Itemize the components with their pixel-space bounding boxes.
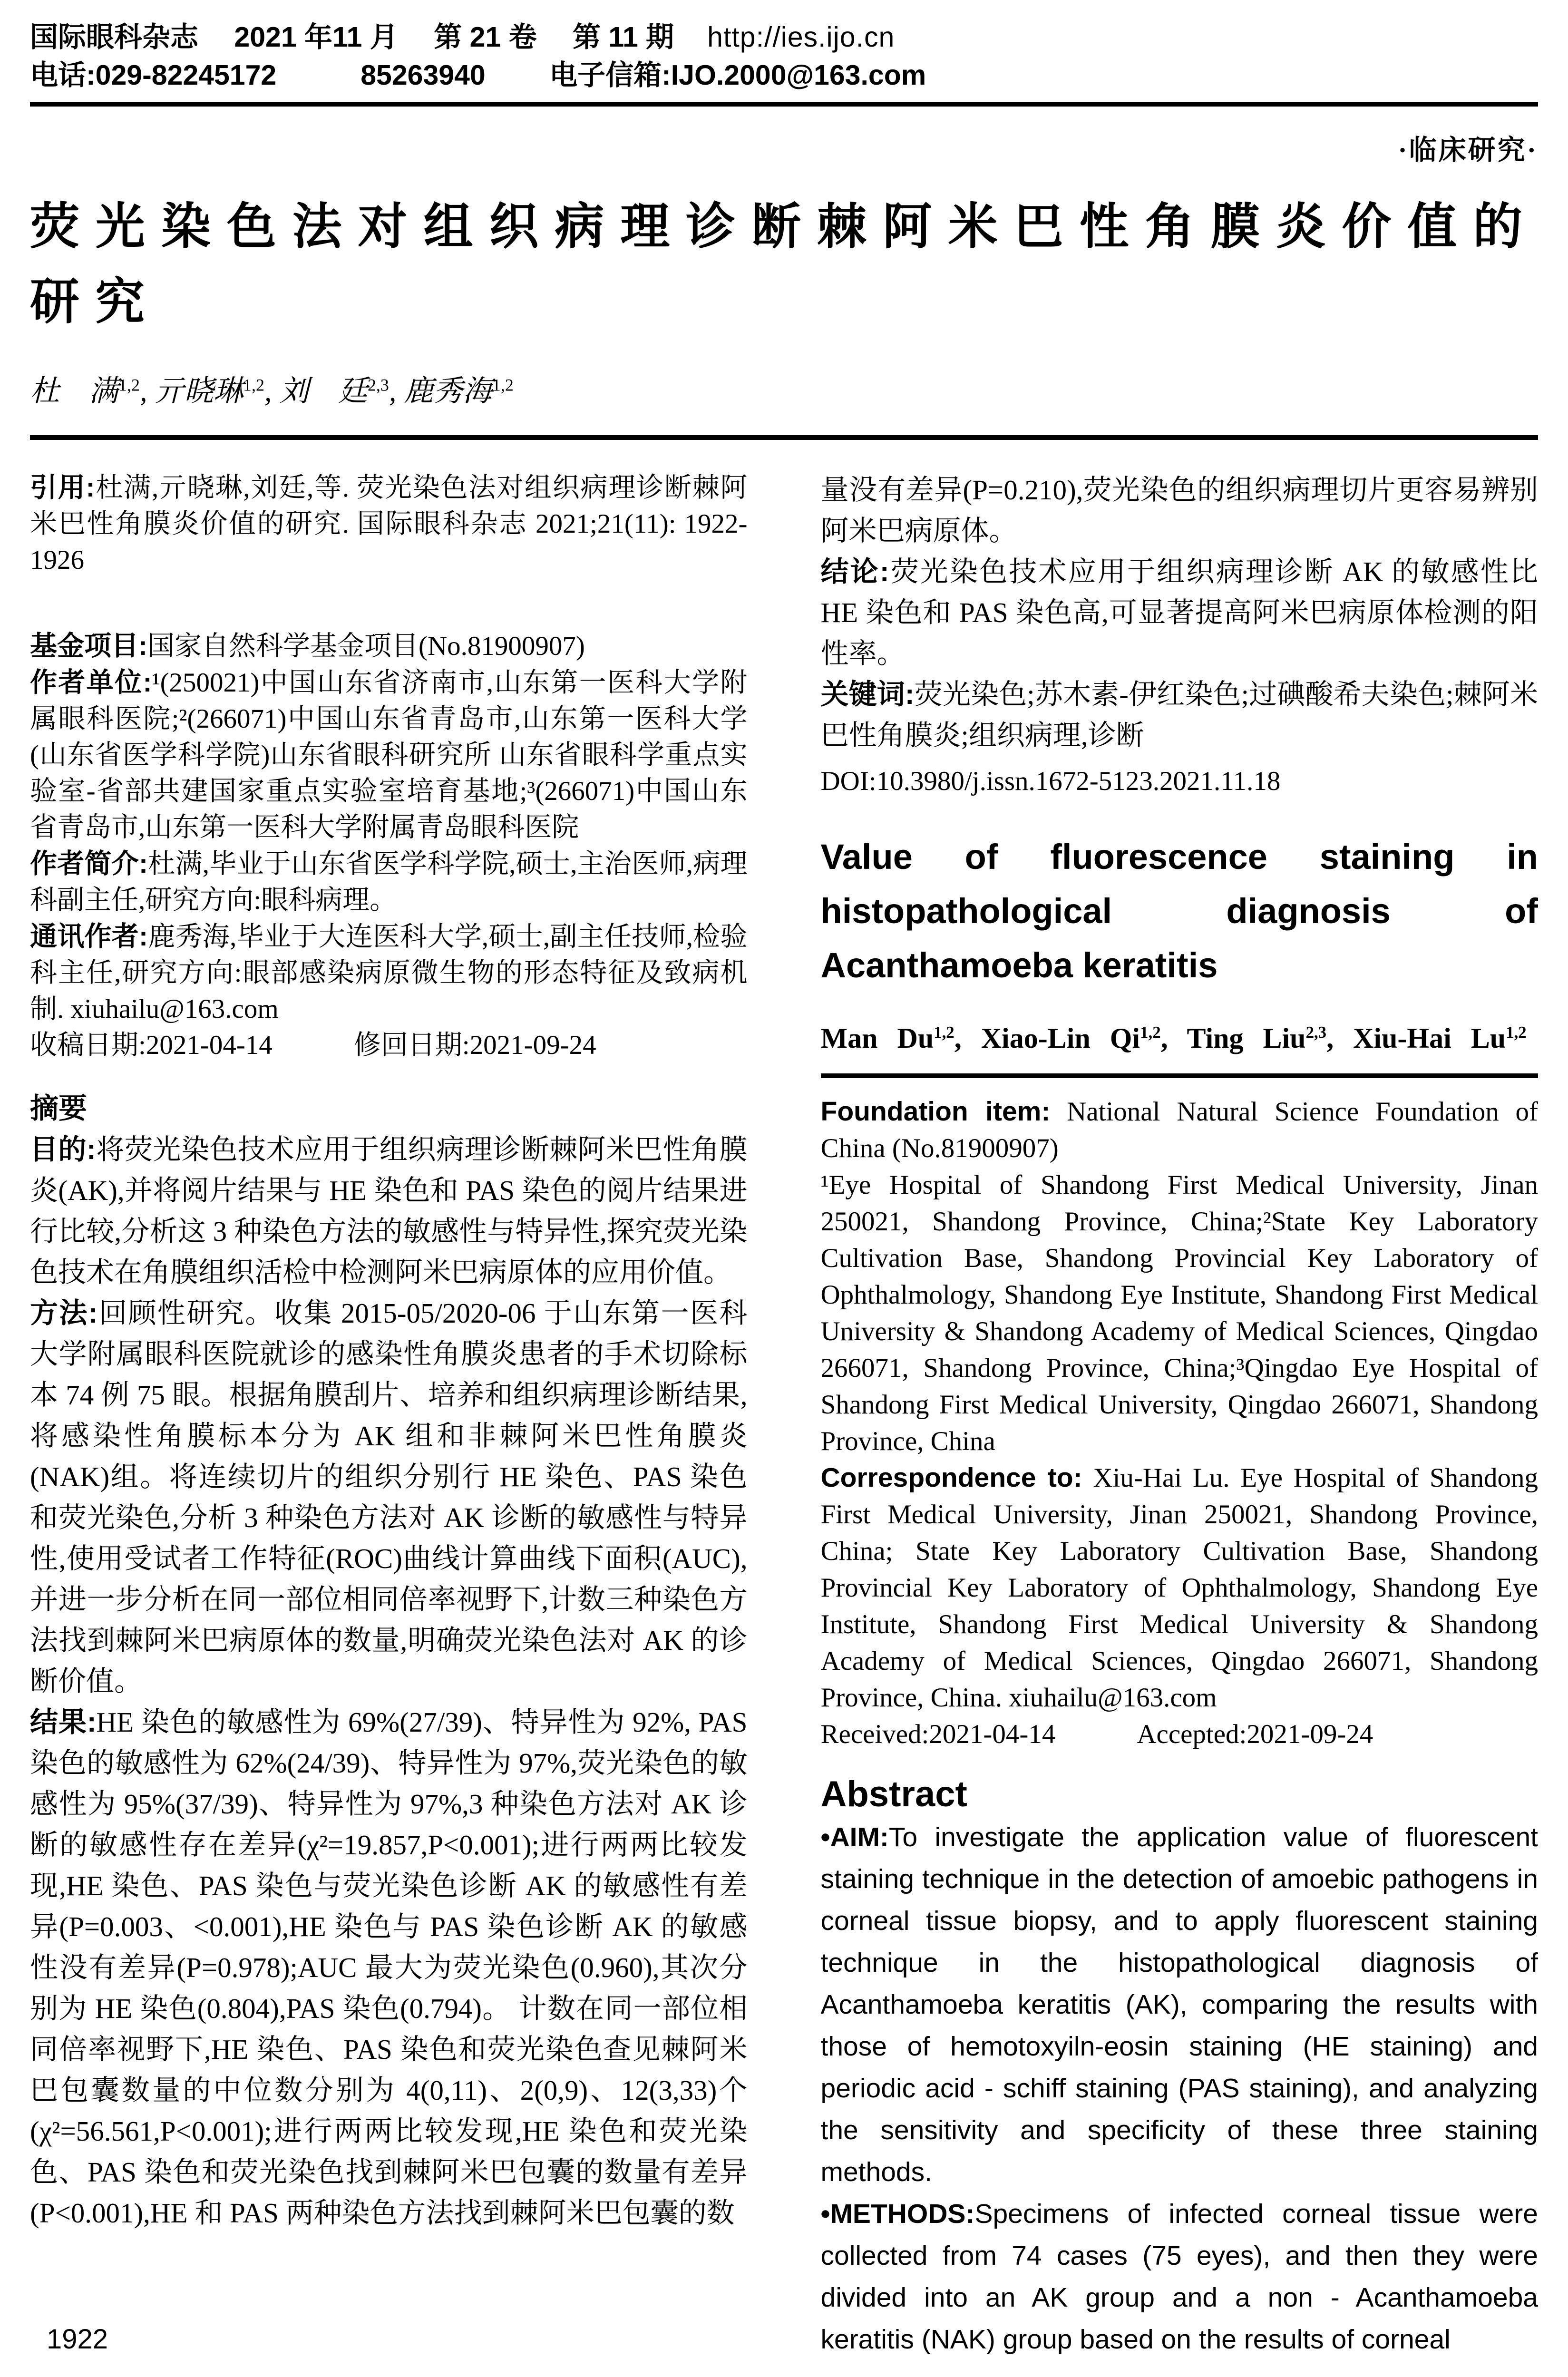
dates-line-zh: 收稿日期:2021-04-14 修回日期:2021-09-24	[30, 1030, 596, 1060]
affiliation-note: 作者单位:¹(250021)中国山东省济南市,山东第一医科大学附属眼科医院;²(266071)中国山东省青岛市,山东第一医科大学(山东省医学科学院)山东省眼科研究所 山东省眼科学重点实验室-省部共建国家重点实验室培育基地;³(266071)中国山东省青岛市,山东第一医科大学附属青岛眼科医院	[30, 667, 748, 842]
authors-en	[821, 1011, 1539, 1060]
footnote-rule-en	[821, 1073, 1539, 1078]
author-affiliation-sup: 1,2	[1140, 1023, 1161, 1042]
author-zh: 刘 廷$^{2,3}$,	[279, 375, 397, 408]
abstract-zh-heading: 摘要	[30, 1092, 87, 1124]
header-divider-rule	[30, 435, 1538, 440]
author-zh: 杜 满$^{1,2}$,	[30, 375, 147, 408]
author-affiliation-sup: 1,2	[118, 375, 140, 395]
author-affiliation-sup: 1,2	[243, 375, 264, 395]
section-label: ·临床研究·	[1398, 135, 1538, 166]
author-zh: 鹿秀海$^{1,2}$	[403, 375, 514, 408]
dates-line-en: Received:2021-04-14 Accepted:2021-09-24	[820, 1719, 1373, 1749]
author-affiliation-sup: 1,2	[934, 1023, 954, 1042]
abstract-zh-methods: 方法:回顾性研究。收集 2015-05/2020-06 于山东第一医科大学附属眼科医院就诊的感染性角膜炎患者的手术切除标本 74 例 75 眼。根据角膜刮片、培养和组织病理诊断结果,将感染性角膜标本分为 AK 组和非棘阿米巴性角膜炎(NAK)组。将连续切片的组织分别行 HE 染色、PAS 染色和荧光染色,分析 3 种染色方法对 AK 诊断的敏感性与特异性,使用受试者工作特征(ROC)曲线计算曲线下面积(AUC),并进一步分析在同一部位相同倍率视野下,计数三种染色方法找到棘阿米巴病原体的数量,明确荧光染色法对 AK 的诊断价值。	[30, 1297, 748, 1697]
abstract-zh-conclusion: 结论:荧光染色技术应用于组织病理诊断 AK 的敏感性比 HE 染色和 PAS 染色高,可显著提高阿米巴病原体检测的阳性率。	[820, 556, 1538, 669]
journal-website: http://ies.ijo.cn	[707, 21, 895, 53]
article-title-en: Value of fluorescence staining in histopathological diagnosis of Acanthamoeba keratitis	[820, 837, 1538, 985]
right-column	[821, 469, 1539, 2360]
masthead	[30, 18, 1538, 94]
correspondence-note-en: Correspondence to: Xiu-Hai Lu. Eye Hospital of Shandong First Medical University, Jinan 250021, Shandong Province, China; State Key Laboratory Cultivation Base, Shandong Provincial Key Laboratory of Ophthalmology, Shandong Eye Institute, Shandong First Medical University & Shandong Academy of Medical Sciences, Qingdao 266071, Shandong Province, China. xiuhailu@163.com	[820, 1462, 1538, 1713]
spacer	[30, 578, 748, 628]
author-zh: 亓晓琳$^{1,2}$,	[154, 375, 272, 408]
abstract-zh-results-continued: 量没有差异(P=0.210),荧光染色的组织病理切片更容易辨别阿米巴病原体。	[820, 474, 1538, 546]
abstract-en-heading: Abstract	[820, 1774, 967, 1814]
doi-line: DOI:10.3980/j.issn.1672-5123.2021.11.18	[820, 766, 1281, 796]
abstract-zh-aim: 目的:将荧光染色技术应用于组织病理诊断棘阿米巴性角膜炎(AK),并将阅片结果与 HE 染色和 PAS 染色的阅片结果进行比较,分析这 3 种染色方法的敏感性与特异性,探究荧光染色技术在角膜组织活检中检测阿米巴病原体的应用价值。	[30, 1134, 748, 1288]
article-title-zh: 荧光染色法对组织病理诊断棘阿米巴性角膜炎价值的研究	[30, 199, 1538, 330]
masthead-rule	[30, 102, 1538, 107]
left-column	[30, 469, 748, 2360]
author-en: Xiao-Lin Qi$^{1,2}$,	[981, 1023, 1187, 1054]
abstract-en-aim: •AIM:To investigate the application value of fluorescent staining technique in the detection of amoebic pathogens in corneal tissue biopsy, and to apply fluorescent staining technique in the histopathological diagnosis of Acanthamoeba keratitis (AK), comparing the results with those of hemotoxyiln-eosin staining (HE staining) and periodic acid - schiff staining (PAS staining), and analyzing the sensitivity and specificity of these three staining methods.	[820, 1822, 1538, 2187]
foundation-note-en: Foundation item: National Natural Science Foundation of China (No.81900907)	[820, 1096, 1538, 1163]
affiliation-note-en: ¹Eye Hospital of Shandong First Medical University, Jinan 250021, Shandong Province, China;²State Key Laboratory Cultivation Base, Shandong Provincial Key Laboratory of Ophthalmology, Shandong Eye Institute, Shandong First Medical University & Shandong Academy of Medical Sciences, Qingdao 266071, Shandong Province, China;³Qingdao Eye Hospital of Shandong First Medical University, Qingdao 266071, Shandong Province, China	[820, 1170, 1538, 1456]
fund-note: 基金项目:国家自然科学基金项目(No.81900907)	[30, 631, 585, 661]
abstract-zh-keywords: 关键词:荧光染色;苏木素-伊红染色;过碘酸希夫染色;棘阿米巴性角膜炎;组织病理,诊断	[820, 679, 1538, 751]
journal-contact-line: 电话:029-82245172 85263940 电子信箱:IJO.2000@163.com	[30, 59, 926, 91]
citation-note: 引用:杜满,亓晓琳,刘廷,等. 荧光染色法对组织病理诊断棘阿米巴性角膜炎价值的研究. 国际眼科杂志 2021;21(11): 1922-1926	[30, 472, 748, 575]
author-en: Man Du$^{1,2}$,	[820, 1023, 981, 1054]
author-en: Xiu-Hai Lu$^{1,2}$	[1353, 1023, 1527, 1054]
spacer	[30, 1063, 748, 1088]
author-bio-note: 作者简介:杜满,毕业于山东省医学科学院,硕士,主治医师,病理科副主任,研究方向:眼科病理。	[30, 848, 748, 915]
author-affiliation-sup: 1,2	[492, 375, 514, 395]
journal-issue-line: 国际眼科杂志 2021 年11 月 第 21 卷 第 11 期	[30, 21, 674, 53]
page-number: 1922	[47, 2324, 108, 2355]
author-affiliation-sup: 2,3	[1305, 1023, 1327, 1042]
abstract-en-methods: •METHODS:Specimens of infected corneal tissue were collected from 74 cases (75 eyes), and then they were divided into an AK group and a non - Acanthamoeba keratitis (NAK) group based on the results of corneal	[820, 2199, 1538, 2355]
author-affiliation-sup: 1,2	[1506, 1023, 1527, 1042]
authors-zh	[30, 367, 1538, 409]
abstract-zh-results: 结果:HE 染色的敏感性为 69%(27/39)、特异性为 92%, PAS 染色的敏感性为 62%(24/39)、特异性为 97%,荧光染色的敏感性为 95%(37/39)、特异性为 97%,3 种染色方法对 AK 诊断的敏感性存在差异(χ²=19.857,P<0.001);进行两两比较发现,HE 染色、PAS 染色与荧光染色诊断 AK 的敏感性有差异(P=0.003、<0.001),HE 染色与 PAS 染色诊断 AK 的敏感性没有差异(P=0.978);AUC 最大为荧光染色(0.960),其次分别为 HE 染色(0.804),PAS 染色(0.794)。 计数在同一部位相同倍率视野下,HE 染色、PAS 染色和荧光染色查见棘阿米巴包囊数量的中位数分别为 4(0,11)、2(0,9)、12(3,33)个(χ²=56.561,P<0.001);进行两两比较发现,HE 染色和荧光染色、PAS 染色和荧光染色找到棘阿米巴包囊的数量有差异(P<0.001),HE 和 PAS 两种染色方法找到棘阿米巴包囊的数	[30, 1706, 748, 2229]
article-body	[30, 469, 1538, 2360]
correspondence-note-zh: 通讯作者:鹿秀海,毕业于大连医科大学,硕士,副主任技师,检验科主任,研究方向:眼部感染病原微生物的形态特征及致病机制. xiuhailu@163.com	[30, 921, 748, 1024]
author-en: Ting Liu$^{2,3}$,	[1187, 1023, 1354, 1054]
author-affiliation-sup: 2,3	[367, 375, 389, 395]
